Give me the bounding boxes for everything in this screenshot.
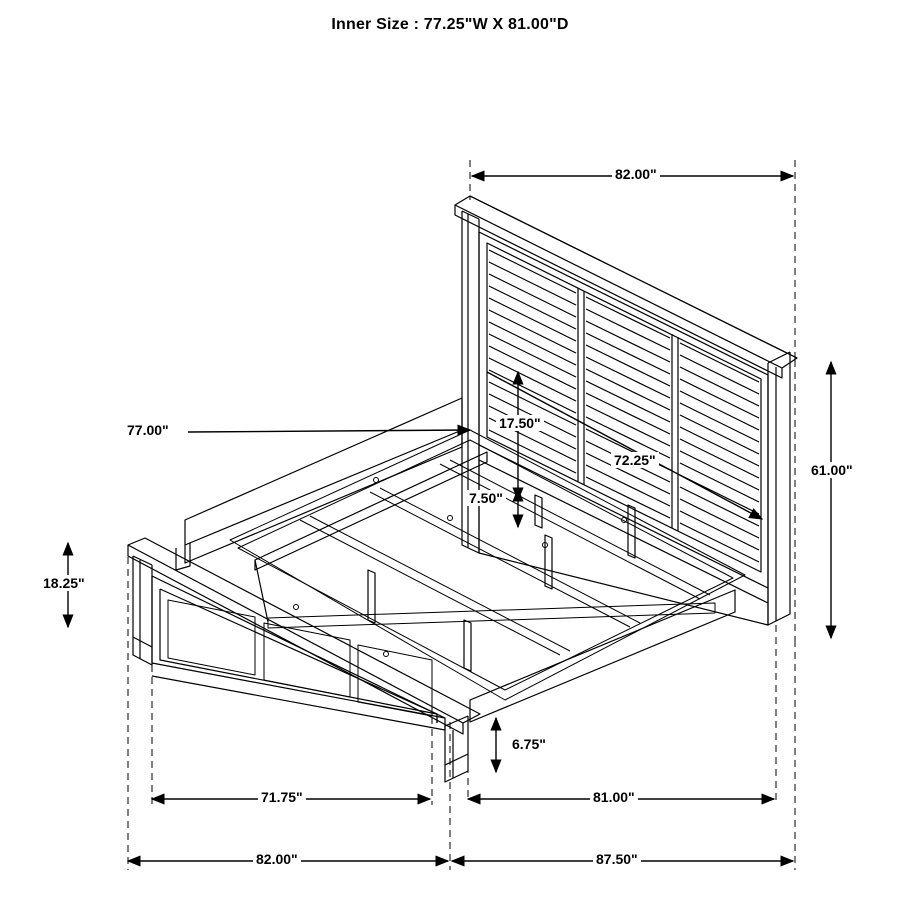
bed-outline — [128, 196, 797, 782]
dimension-label-footboard-height: 18.25" — [40, 575, 88, 591]
dimension-label-headboard-panel-height: 17.50" — [496, 415, 544, 431]
page-title: Inner Size : 77.25"W X 81.00"D — [331, 16, 569, 33]
dimension-label-side-rail-depth: 81.00" — [590, 789, 638, 805]
dimension-label-headboard-width: 82.00" — [612, 166, 660, 182]
dimension-label-overall-depth: 87.50" — [593, 851, 641, 867]
dimension-label-overall-width: 82.00" — [253, 851, 301, 867]
dimension-label-rail-floor-clearance: 6.75" — [509, 736, 549, 752]
dimension-label-headboard-height: 61.00" — [808, 462, 856, 478]
dimension-label-footboard-width: 71.75" — [258, 789, 306, 805]
dimension-label-rail-length: 77.00" — [124, 422, 172, 438]
dimension-label-slat-clearance: 7.50" — [466, 490, 506, 506]
dimension-label-inner-panel-width: 72.25" — [611, 452, 659, 468]
